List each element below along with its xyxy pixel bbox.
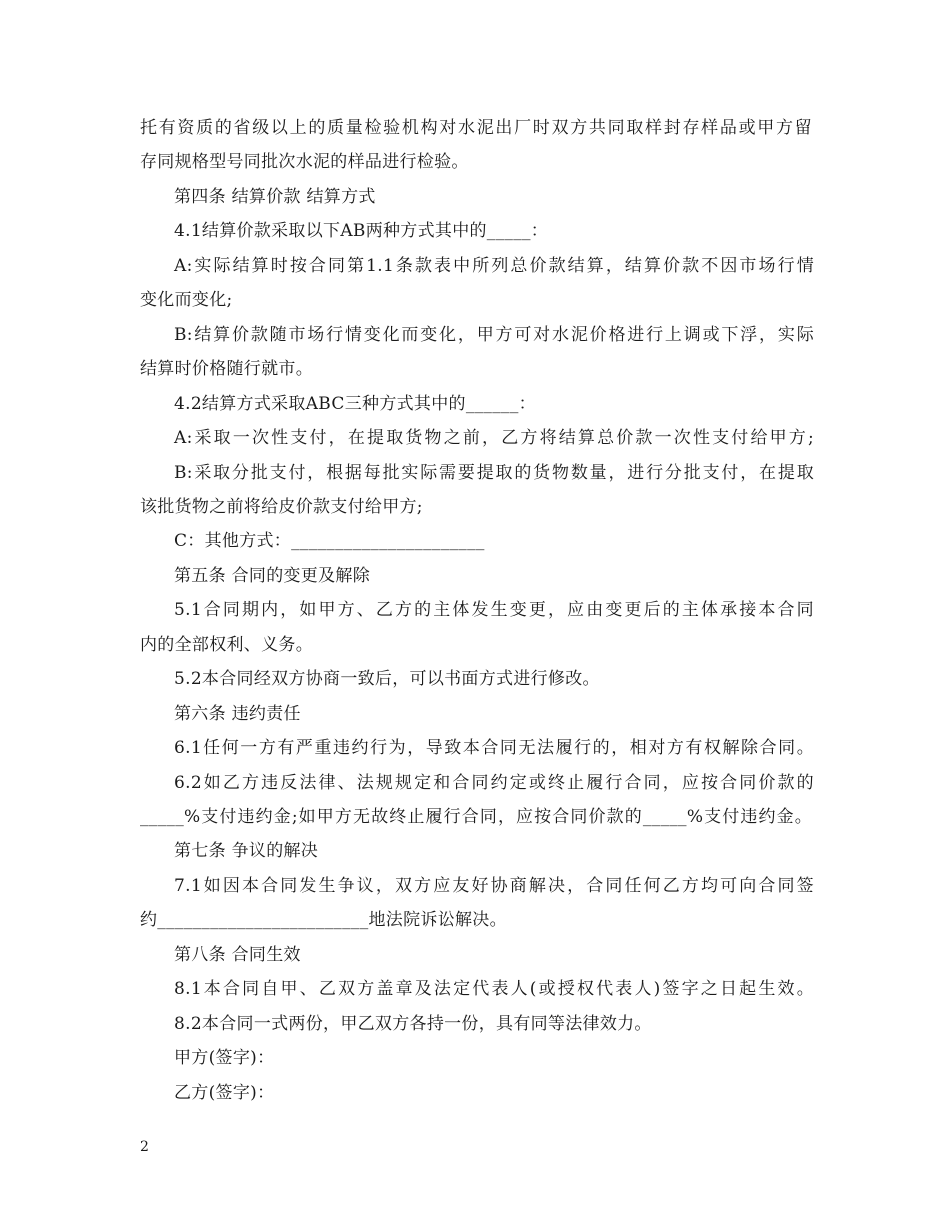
document-line: 托有资质的省级以上的质量检验机构对水泥出厂时双方共同取样封存样品或甲方留 bbox=[140, 118, 812, 138]
document-line: 4.1结算价款采取以下AB两种方式其中的_____： bbox=[174, 221, 549, 242]
document-line: 乙方(签字)： bbox=[174, 1082, 275, 1103]
document-line: 第七条 争议的解决 bbox=[174, 841, 319, 862]
document-line: 7.1如因本合同发生争议，双方应友好协商解决，合同任何乙方均可向合同签 bbox=[174, 875, 814, 896]
document-line: 甲方(签字)： bbox=[174, 1048, 275, 1069]
document-line: 8.2本合同一式两份，甲乙双方各持一份，具有同等法律效力。 bbox=[174, 1013, 652, 1034]
document-line: A:实际结算时按合同第1.1条款表中所列总价款结算，结算价款不因市场行情 bbox=[174, 255, 814, 276]
document-line: 第六条 违约责任 bbox=[174, 703, 301, 724]
document-line: 内的全部权利、义务。 bbox=[140, 634, 313, 655]
document-line: 5.2本合同经双方协商一致后，可以书面方式进行修改。 bbox=[174, 669, 600, 690]
document-line: A:采取一次性支付，在提取货物之前，乙方将结算总价款一次性支付给甲方; bbox=[174, 428, 814, 449]
document-line: C：其他方式：______________________ bbox=[174, 531, 485, 552]
document-line: 第四条 结算价款 结算方式 bbox=[174, 186, 376, 207]
document-line: 变化而变化; bbox=[140, 290, 233, 311]
document-line: 第八条 合同生效 bbox=[174, 944, 301, 965]
document-line: 第五条 合同的变更及解除 bbox=[174, 565, 371, 586]
document-line: 该批货物之前将给皮价款支付给甲方; bbox=[140, 496, 423, 517]
document-line: 4.2结算方式采取ABC三种方式其中的______： bbox=[174, 393, 536, 414]
document-line: 5.1合同期内，如甲方、乙方的主体发生变更，应由变更后的主体承接本合同 bbox=[174, 600, 814, 621]
document-line: B:采取分批支付，根据每批实际需要提取的货物数量，进行分批支付，在提取 bbox=[174, 462, 814, 483]
document-line: _____%支付违约金;如甲方无故终止履行合同，应按合同价款的_____%支付违约金。 bbox=[140, 807, 812, 827]
document-line: 8.1本合同自甲、乙双方盖章及法定代表人(或授权代表人)签字之日起生效。 bbox=[174, 979, 814, 1000]
document-line: 结算时价格随行就市。 bbox=[140, 359, 313, 380]
document-line: 存同规格型号同批次水泥的样品进行检验。 bbox=[140, 152, 469, 173]
document-line: 6.1任何一方有严重违约行为，导致本合同无法履行的，相对方有权解除合同。 bbox=[174, 738, 814, 759]
page-number: 2 bbox=[140, 1139, 149, 1155]
document-line: 6.2如乙方违反法律、法规规定和合同约定或终止履行合同，应按合同价款的 bbox=[174, 772, 814, 793]
document-line: B:结算价款随市场行情变化而变化，甲方可对水泥价格进行上调或下浮，实际 bbox=[174, 324, 814, 345]
document-line: 约________________________地法院诉讼解决。 bbox=[140, 910, 507, 931]
